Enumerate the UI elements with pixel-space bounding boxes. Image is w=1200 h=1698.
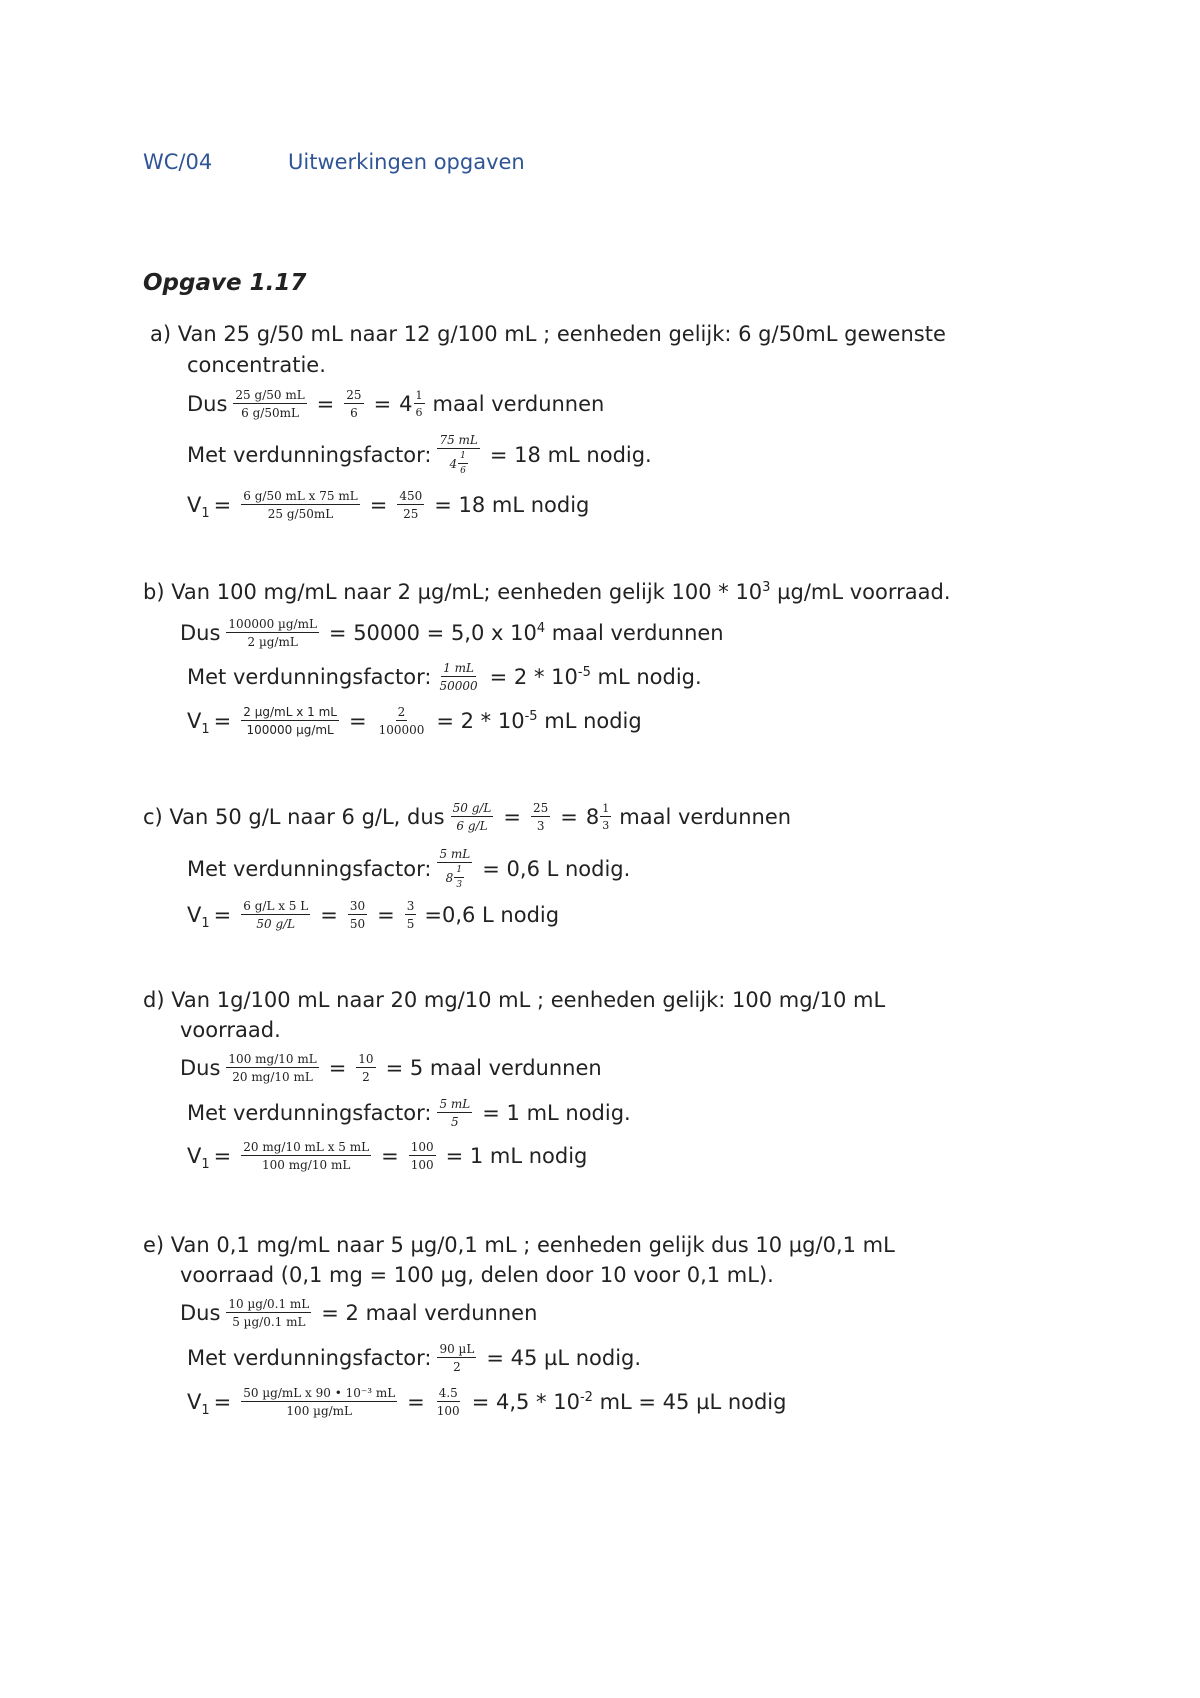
mixed-number: 8 $\frac{1}{3}$ [585, 802, 610, 832]
fraction: $\frac{1 mL}{50000}$ [439, 661, 478, 693]
part-d-line-1: d) Van 1g/100 mL naar 20 mg/10 mL ; eenheden gelijk: 100 mg/10 mL [143, 988, 886, 1012]
fraction: $\frac{\text{90 µL}}{2}$ [439, 1342, 475, 1374]
part-b-met: Met verdunningsfactor: $\frac{1 mL}{50000}$ = $2 * 10^{-5}$ mL nodig. [187, 661, 702, 693]
part-b-line-1: b) Van 100 mg/mL naar 2 µg/mL; eenheden gelijk $100 * 10^3$ µg/mL voorraad. [143, 580, 951, 604]
part-c-met: Met verdunningsfactor: 5 mL 8 $\frac{1}{3}$ = 0,6 L nodig. [187, 847, 631, 890]
part-e-v1: $V_1$ = $\frac{\text{50 µg/mL x 90 • 10⁻³ mL}}{\text{100 µg/mL}}$ = $\frac{4.5}{100}$ = $4,5 * 10^{-2}$ mL = 45 µL nodig [187, 1386, 787, 1419]
mixed-number: 4 $\frac{1}{6}$ [399, 389, 423, 419]
fraction: $\frac{4.5}{100}$ [436, 1386, 460, 1418]
header-code: WC/04 [143, 150, 213, 174]
part-a-line-1: a) Van 25 g/50 mL naar 12 g/100 mL ; eenheden gelijk: 6 g/50mL gewenste [150, 322, 946, 346]
fraction: $\frac{100}{100}$ [410, 1140, 434, 1172]
part-a-v1: $V_1$ = $\frac{\text{6 g/50 mL x 75 mL}}{25 g/50mL}$ = $\frac{450}{25}$ = 18 mL nodig [187, 489, 590, 522]
part-c-line-1: c) Van 50 g/L naar 6 g/L, dus $\frac{50 g/L}{6 g/L}$ = $\frac{25}{3}$ = 8 $\frac{1}{3}$ maal verdunnen [143, 801, 792, 833]
part-e-dus: Dus $\frac{\text{10 µg/0.1 mL}}{\text{5 µg/0.1 mL}}$ = 2 maal verdunnen [180, 1297, 538, 1329]
part-b-dus: Dus $\frac{\text{100000 µg/mL}}{\text{2 µg/mL}}$ = 50000 = 5,0 x $10^4$ maal verdunnen [180, 617, 724, 649]
fraction: $\frac{450}{25}$ [399, 489, 423, 521]
part-e-line-1: e) Van 0,1 mg/mL naar 5 µg/0,1 mL ; eenheden gelijk dus 10 µg/0,1 mL [143, 1233, 895, 1257]
part-a-dus: Dus $\frac{25 g/50 mL}{6 g/50mL}$ = $\frac{25}{6}$ = 4 $\frac{1}{6}$ maal verdunnen [187, 388, 605, 420]
fraction: $\frac{25 g/50 mL}{6 g/50mL}$ [235, 388, 305, 420]
fraction: $\frac{25}{6}$ [346, 388, 362, 420]
part-a-line-2: concentratie. [187, 353, 326, 377]
part-b-v1: $V_1$ = $\frac{\text{2 µg/mL x 1 mL}}{\text{100000 µg/mL}}$ = $\frac{2}{100000}$ = $2 * 10^{-5}$ mL nodig [187, 705, 642, 738]
fraction: 75 mL 4 $\frac{1}{6}$ [439, 433, 478, 476]
part-e-met: Met verdunningsfactor: $\frac{\text{90 µL}}{2}$ = 45 µL nodig. [187, 1342, 642, 1374]
part-c-v1: $V_1$ = $\frac{\text{6 g/L x 5 L}}{50 g/L}$ = $\frac{30}{50}$ = $\frac{3}{5}$ =0,6 L nodig [187, 899, 560, 932]
fraction: $\frac{5 mL}{5}$ [439, 1097, 471, 1129]
fraction: 5 mL 8 $\frac{1}{3}$ [439, 847, 471, 890]
fraction: $\frac{100 mg/10 mL}{20 mg/10 mL}$ [228, 1052, 317, 1084]
fraction: $\frac{\text{20 mg/10 mL x 5 mL}}{100 mg/10 mL}$ [243, 1140, 370, 1172]
fraction: $\frac{25}{3}$ [533, 801, 549, 833]
part-d-dus: Dus $\frac{100 mg/10 mL}{20 mg/10 mL}$ = $\frac{10}{2}$ = 5 maal verdunnen [180, 1052, 602, 1084]
part-d-met: Met verdunningsfactor: $\frac{5 mL}{5}$ = 1 mL nodig. [187, 1097, 631, 1129]
fraction: $\frac{2}{100000}$ [378, 705, 425, 737]
fraction: $\frac{\text{2 µg/mL x 1 mL}}{\text{100000 µg/mL}}$ [243, 705, 337, 737]
part-d-v1: $V_1$ = $\frac{\text{20 mg/10 mL x 5 mL}}{100 mg/10 mL}$ = $\frac{100}{100}$ = 1 mL nodig [187, 1140, 588, 1173]
fraction: $\frac{\text{100000 µg/mL}}{\text{2 µg/mL}}$ [228, 617, 317, 649]
fraction: $\frac{30}{50}$ [349, 899, 366, 931]
part-a-met: Met verdunningsfactor: 75 mL 4 $\frac{1}{6}$ = 18 mL nodig. [187, 433, 652, 476]
fraction: $\frac{3}{5}$ [406, 899, 415, 931]
part-d-line-2: voorraad. [180, 1018, 281, 1042]
fraction: $\frac{\text{50 µg/mL x 90 • 10⁻³ mL}}{\text{100 µg/mL}}$ [243, 1386, 396, 1418]
fraction: $\frac{\text{10 µg/0.1 mL}}{\text{5 µg/0.1 mL}}$ [228, 1297, 310, 1329]
part-e-line-2: voorraad (0,1 mg = 100 µg, delen door 10 voor 0,1 mL). [180, 1263, 774, 1287]
fraction: $\frac{\text{6 g/L x 5 L}}{50 g/L}$ [243, 899, 309, 931]
fraction: $\frac{50 g/L}{6 g/L}$ [452, 801, 492, 833]
exercise-heading: Opgave 1.17 [143, 270, 307, 296]
fraction: $\frac{10}{2}$ [358, 1052, 374, 1084]
header-title: Uitwerkingen opgaven [288, 150, 525, 174]
fraction: $\frac{\text{6 g/50 mL x 75 mL}}{25 g/50mL}$ [243, 489, 358, 521]
